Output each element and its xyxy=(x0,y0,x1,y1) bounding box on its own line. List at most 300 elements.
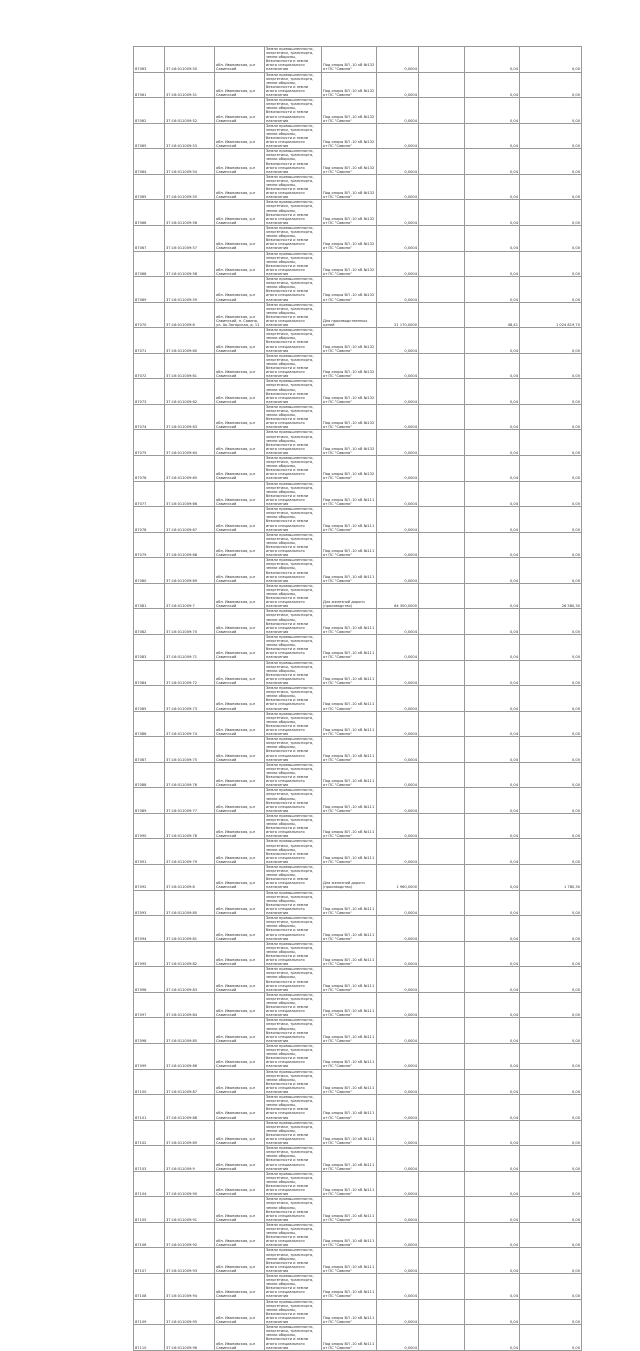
cadastral-value: 0,00 xyxy=(520,967,582,993)
row-number: 87110 xyxy=(134,1325,165,1351)
table-row xyxy=(134,1325,582,1351)
row-number: 87106 xyxy=(134,1222,165,1248)
cadastral-number: 37:16:011009:77 xyxy=(165,788,215,814)
table-row xyxy=(134,1299,582,1325)
permitted-use: Под опоры ВЛ -10 кВ №111 от ПС "Савино" xyxy=(322,609,377,635)
area-value: 0,0004 xyxy=(377,1120,419,1146)
empty-cell xyxy=(419,174,465,200)
rate-value: 48,41 xyxy=(465,302,520,328)
land-category: Земли промышленности, энергетики, транспорта, земли обороны, безопасности и земли иного специального назначения xyxy=(265,788,322,814)
land-category: Земли промышленности, энергетики, транспорта, земли обороны, безопасности и земли иного специального назначения xyxy=(265,328,322,354)
rate-value: 0,04 xyxy=(465,123,520,149)
row-number: 87080 xyxy=(134,558,165,584)
table-row xyxy=(134,634,582,660)
table-row xyxy=(134,123,582,149)
table-row xyxy=(134,890,582,916)
permitted-use: Под опоры ВЛ -10 кВ №111 от ПС "Савино" xyxy=(322,1120,377,1146)
cadastral-value: 0,00 xyxy=(520,1146,582,1172)
table-row xyxy=(134,456,582,482)
empty-cell xyxy=(419,1043,465,1069)
address: обл. Ивановская, р-н Савинский xyxy=(215,174,265,200)
table-row xyxy=(134,174,582,200)
area-value: 0,0004 xyxy=(377,1018,419,1044)
cadastral-value: 0,00 xyxy=(520,737,582,763)
table-row xyxy=(134,916,582,942)
empty-cell xyxy=(419,1146,465,1172)
cadastral-number: 37:16:011009:9 xyxy=(165,1146,215,1172)
address: обл. Ивановская, р-н Савинский xyxy=(215,788,265,814)
row-number: 87107 xyxy=(134,1248,165,1274)
land-category: Земли промышленности, энергетики, транспорта, земли обороны, безопасности и земли иного специального назначения xyxy=(265,737,322,763)
rate-value: 0,04 xyxy=(465,328,520,354)
permitted-use: Под опоры ВЛ -10 кВ №132 от ПС "Савино" xyxy=(322,149,377,175)
cadastral-value: 0,00 xyxy=(520,507,582,533)
table-row xyxy=(134,1069,582,1095)
land-category: Земли промышленности, энергетики, транспорта, земли обороны, безопасности и земли иного специального назначения xyxy=(265,1095,322,1121)
cadastral-value: 0,00 xyxy=(520,1299,582,1325)
cadastral-number: 37:16:011009:84 xyxy=(165,992,215,1018)
rate-value: 0,04 xyxy=(465,711,520,737)
address: обл. Ивановская, р-н Савинский xyxy=(215,916,265,942)
row-number: 87100 xyxy=(134,1069,165,1095)
row-number: 87094 xyxy=(134,916,165,942)
cadastral-number: 37:16:011009:52 xyxy=(165,98,215,124)
empty-cell xyxy=(419,481,465,507)
empty-cell xyxy=(419,328,465,354)
land-category: Земли промышленности, энергетики, транспорта, земли обороны, безопасности и земли иного специального назначения xyxy=(265,456,322,482)
permitted-use: Под опоры ВЛ -10 кВ №111 от ПС "Савино" xyxy=(322,532,377,558)
empty-cell xyxy=(419,1197,465,1223)
rate-value: 0,04 xyxy=(465,1095,520,1121)
cadastral-number: 37:16:011009:51 xyxy=(165,72,215,98)
land-category: Земли промышленности, энергетики, транспорта, земли обороны, безопасности и земли иного специального назначения xyxy=(265,813,322,839)
land-category: Земли промышленности, энергетики, транспорта, земли обороны, безопасности и земли иного специального назначения xyxy=(265,379,322,405)
rate-value: 0,04 xyxy=(465,1069,520,1095)
table-row xyxy=(134,1171,582,1197)
permitted-use: Под опоры ВЛ -10 кВ №132 от ПС "Савино" xyxy=(322,174,377,200)
area-value: 0,0004 xyxy=(377,1274,419,1300)
area-value: 0,0004 xyxy=(377,711,419,737)
table-row xyxy=(134,200,582,226)
area-value: 0,0004 xyxy=(377,1299,419,1325)
address: обл. Ивановская, р-н Савинский xyxy=(215,1171,265,1197)
rate-value: 0,04 xyxy=(465,1043,520,1069)
address: обл. Ивановская, р-н Савинский xyxy=(215,47,265,73)
table-row xyxy=(134,941,582,967)
rate-value: 0,04 xyxy=(465,558,520,584)
table-row xyxy=(134,1146,582,1172)
area-value: 0,0004 xyxy=(377,404,419,430)
land-category: Земли промышленности, энергетики, транспорта, земли обороны, безопасности и земли иного специального назначения xyxy=(265,174,322,200)
cadastral-number: 37:16:011009:88 xyxy=(165,1095,215,1121)
cadastral-number: 37:16:011009:53 xyxy=(165,123,215,149)
area-value: 0,0004 xyxy=(377,762,419,788)
area-value: 0,0004 xyxy=(377,481,419,507)
land-category: Земли промышленности, энергетики, транспорта, земли обороны, безопасности и земли иного специального назначения xyxy=(265,660,322,686)
land-category: Земли промышленности, энергетики, транспорта, земли обороны, безопасности и земли иного специального назначения xyxy=(265,430,322,456)
permitted-use: Под опоры ВЛ -10 кВ №132 от ПС "Савино" xyxy=(322,379,377,405)
permitted-use: Для производственных целей xyxy=(322,302,377,328)
area-value: 0,0004 xyxy=(377,1197,419,1223)
cadastral-number: 37:16:011009:61 xyxy=(165,353,215,379)
empty-cell xyxy=(419,1171,465,1197)
empty-cell xyxy=(419,1299,465,1325)
address: обл. Ивановская, р-н Савинский xyxy=(215,532,265,558)
cadastral-number: 37:16:011009:89 xyxy=(165,1120,215,1146)
table-row xyxy=(134,839,582,865)
land-category: Земли промышленности, энергетики, транспорта, земли обороны, безопасности и земли иного специального назначения xyxy=(265,1325,322,1351)
row-number: 87070 xyxy=(134,302,165,328)
area-value: 64 300,0000 xyxy=(377,583,419,609)
cadastral-number: 37:16:011009:80 xyxy=(165,890,215,916)
address: обл. Ивановская, р-н Савинский xyxy=(215,865,265,891)
row-number: 87068 xyxy=(134,251,165,277)
area-value: 0,0004 xyxy=(377,200,419,226)
cadastral-number: 37:16:011009:6 xyxy=(165,302,215,328)
permitted-use: Под опоры ВЛ -10 кВ №111 от ПС "Савино" xyxy=(322,660,377,686)
area-value: 0,0004 xyxy=(377,47,419,73)
cadastral-number: 37:16:011009:71 xyxy=(165,634,215,660)
table-row xyxy=(134,788,582,814)
row-number: 87079 xyxy=(134,532,165,558)
land-category: Земли промышленности, энергетики, транспорта, земли обороны, безопасности и земли иного специального назначения xyxy=(265,1248,322,1274)
table-row xyxy=(134,660,582,686)
address: обл. Ивановская, р-н Савинский xyxy=(215,98,265,124)
rate-value: 0,04 xyxy=(465,1146,520,1172)
cadastral-number: 37:16:011009:85 xyxy=(165,1018,215,1044)
area-value: 0,0004 xyxy=(377,839,419,865)
cadastral-number: 37:16:011009:87 xyxy=(165,1069,215,1095)
row-number: 87099 xyxy=(134,1043,165,1069)
table-row xyxy=(134,47,582,73)
permitted-use: Под опоры ВЛ -10 кВ №111 от ПС "Савино" xyxy=(322,890,377,916)
cadastral-number: 37:16:011009:57 xyxy=(165,225,215,251)
row-number: 87073 xyxy=(134,379,165,405)
cadastral-number: 37:16:011009:83 xyxy=(165,967,215,993)
cadastral-number: 37:16:011009:78 xyxy=(165,813,215,839)
empty-cell xyxy=(419,660,465,686)
area-value: 1 960,0000 xyxy=(377,865,419,891)
cadastral-number: 37:16:011009:54 xyxy=(165,149,215,175)
land-category: Земли промышленности, энергетики, транспорта, земли обороны, безопасности и земли иного специального назначения xyxy=(265,711,322,737)
empty-cell xyxy=(419,839,465,865)
area-value: 0,0004 xyxy=(377,660,419,686)
area-value: 0,0004 xyxy=(377,98,419,124)
land-category: Земли промышленности, энергетики, транспорта, земли обороны, безопасности и земли иного специального назначения xyxy=(265,583,322,609)
row-number: 87098 xyxy=(134,1018,165,1044)
permitted-use: Под опоры ВЛ -10 кВ №111 от ПС "Савино" xyxy=(322,1222,377,1248)
cadastral-value: 0,00 xyxy=(520,532,582,558)
area-value: 0,0004 xyxy=(377,813,419,839)
rate-value: 0,04 xyxy=(465,379,520,405)
cadastral-value: 0,00 xyxy=(520,609,582,635)
rate-value: 0,04 xyxy=(465,277,520,303)
cadastral-number: 37:16:011009:63 xyxy=(165,404,215,430)
cadastral-value: 0,00 xyxy=(520,174,582,200)
land-category: Земли промышленности, энергетики, транспорта, земли обороны, безопасности и земли иного специального назначения xyxy=(265,686,322,712)
area-value: 0,0004 xyxy=(377,123,419,149)
cadastral-number: 37:16:011009:58 xyxy=(165,251,215,277)
area-value: 0,0004 xyxy=(377,1146,419,1172)
rate-value: 0,04 xyxy=(465,1222,520,1248)
cadastral-number: 37:16:011009:96 xyxy=(165,1325,215,1351)
permitted-use: Под опоры ВЛ -10 кВ №111 от ПС "Савино" xyxy=(322,737,377,763)
cadastral-value: 0,00 xyxy=(520,404,582,430)
land-category: Земли промышленности, энергетики, транспорта, земли обороны, безопасности и земли иного специального назначения xyxy=(265,609,322,635)
land-category: Земли промышленности, энергетики, транспорта, земли обороны, безопасности и земли иного специального назначения xyxy=(265,634,322,660)
cadastral-value: 0,00 xyxy=(520,72,582,98)
address: обл. Ивановская, р-н Савинский xyxy=(215,839,265,865)
table-row xyxy=(134,813,582,839)
empty-cell xyxy=(419,711,465,737)
address: обл. Ивановская, р-н Савинский xyxy=(215,1299,265,1325)
cadastral-value: 0,00 xyxy=(520,47,582,73)
rate-value: 0,04 xyxy=(465,507,520,533)
land-category: Земли промышленности, энергетики, транспорта, земли обороны, безопасности и земли иного специального назначения xyxy=(265,1018,322,1044)
row-number: 87081 xyxy=(134,583,165,609)
table-row xyxy=(134,762,582,788)
empty-cell xyxy=(419,277,465,303)
area-value: 0,0004 xyxy=(377,225,419,251)
permitted-use: Под опоры ВЛ -10 кВ №132 от ПС "Савино" xyxy=(322,225,377,251)
rate-value: 0,04 xyxy=(465,1197,520,1223)
area-value: 0,0004 xyxy=(377,686,419,712)
land-category: Земли промышленности, энергетики, транспорта, земли обороны, безопасности и земли иного специального назначения xyxy=(265,1120,322,1146)
cadastral-value: 0,00 xyxy=(520,762,582,788)
empty-cell xyxy=(419,225,465,251)
area-value: 0,0004 xyxy=(377,507,419,533)
land-category: Земли промышленности, энергетики, транспорта, земли обороны, безопасности и земли иного специального назначения xyxy=(265,1146,322,1172)
row-number: 87063 xyxy=(134,47,165,73)
empty-cell xyxy=(419,1120,465,1146)
cadastral-number: 37:16:011009:76 xyxy=(165,762,215,788)
table-row xyxy=(134,865,582,891)
rate-value: 0,04 xyxy=(465,174,520,200)
empty-cell xyxy=(419,353,465,379)
empty-cell xyxy=(419,788,465,814)
table-row xyxy=(134,737,582,763)
cadastral-value: 0,00 xyxy=(520,941,582,967)
land-category: Земли промышленности, энергетики, транспорта, земли обороны, безопасности и земли иного специального назначения xyxy=(265,277,322,303)
land-category: Земли промышленности, энергетики, транспорта, земли обороны, безопасности и земли иного специального назначения xyxy=(265,1274,322,1300)
empty-cell xyxy=(419,941,465,967)
cadastral-number: 37:16:011009:82 xyxy=(165,941,215,967)
address: обл. Ивановская, р-н Савинский xyxy=(215,890,265,916)
permitted-use: Под опоры ВЛ -10 кВ №111 от ПС "Савино" xyxy=(322,711,377,737)
land-category: Земли промышленности, энергетики, транспорта, земли обороны, безопасности и земли иного специального назначения xyxy=(265,481,322,507)
area-value: 0,0004 xyxy=(377,1222,419,1248)
rate-value: 0,04 xyxy=(465,353,520,379)
permitted-use: Под опоры ВЛ -10 кВ №111 от ПС "Савино" xyxy=(322,507,377,533)
address: обл. Ивановская, р-н Савинский xyxy=(215,967,265,993)
row-number: 87067 xyxy=(134,225,165,251)
empty-cell xyxy=(419,890,465,916)
permitted-use: Под опоры ВЛ -10 кВ №111 от ПС "Савино" xyxy=(322,813,377,839)
cadastral-value: 0,00 xyxy=(520,558,582,584)
address: обл. Ивановская, р-н Савинский xyxy=(215,941,265,967)
table-row xyxy=(134,1274,582,1300)
cadastral-value: 0,00 xyxy=(520,277,582,303)
address: обл. Ивановская, р-н Савинский xyxy=(215,583,265,609)
permitted-use: Под опоры ВЛ -10 кВ №132 от ПС "Савино" xyxy=(322,47,377,73)
cadastral-value: 0,00 xyxy=(520,1274,582,1300)
empty-cell xyxy=(419,1325,465,1351)
rate-value: 0,04 xyxy=(465,404,520,430)
permitted-use: Для железной дороги (производство) xyxy=(322,583,377,609)
cadastral-value: 0,00 xyxy=(520,1095,582,1121)
area-value: 0,0004 xyxy=(377,1325,419,1351)
address: обл. Ивановская, р-н Савинский xyxy=(215,251,265,277)
cadastral-value: 0,00 xyxy=(520,1043,582,1069)
permitted-use: Для железной дороги (производство) xyxy=(322,865,377,891)
empty-cell xyxy=(419,1274,465,1300)
cadastral-value: 0,00 xyxy=(520,686,582,712)
rate-value: 0,04 xyxy=(465,788,520,814)
cadastral-number: 37:16:011009:55 xyxy=(165,174,215,200)
permitted-use: Под опоры ВЛ -10 кВ №132 от ПС "Савино" xyxy=(322,98,377,124)
address: обл. Ивановская, р-н Савинский xyxy=(215,353,265,379)
land-category: Земли промышленности, энергетики, транспорта, земли обороны, безопасности и земли иного специального назначения xyxy=(265,225,322,251)
row-number: 87066 xyxy=(134,200,165,226)
cadastral-value: 0,00 xyxy=(520,839,582,865)
row-number: 87062 xyxy=(134,98,165,124)
land-category: Земли промышленности, энергетики, транспорта, земли обороны, безопасности и земли иного специального назначения xyxy=(265,839,322,865)
address: обл. Ивановская, р-н Савинский xyxy=(215,762,265,788)
row-number: 87102 xyxy=(134,1120,165,1146)
permitted-use: Под опоры ВЛ -10 кВ №111 от ПС "Савино" xyxy=(322,1095,377,1121)
cadastral-number: 37:16:011009:79 xyxy=(165,839,215,865)
table-row xyxy=(134,1222,582,1248)
table-body xyxy=(134,47,582,1351)
rate-value: 0,04 xyxy=(465,762,520,788)
empty-cell xyxy=(419,430,465,456)
empty-cell xyxy=(419,558,465,584)
permitted-use: Под опоры ВЛ -10 кВ №111 от ПС "Савино" xyxy=(322,1197,377,1223)
land-category: Земли промышленности, энергетики, транспорта, земли обороны, безопасности и земли иного специального назначения xyxy=(265,762,322,788)
row-number: 87090 xyxy=(134,813,165,839)
empty-cell xyxy=(419,149,465,175)
permitted-use: Под опоры ВЛ -10 кВ №111 от ПС "Савино" xyxy=(322,1043,377,1069)
rate-value: 0,04 xyxy=(465,1274,520,1300)
cadastral-number: 37:16:011009:70 xyxy=(165,609,215,635)
permitted-use: Под опоры ВЛ -10 кВ №132 от ПС "Савино" xyxy=(322,404,377,430)
area-value: 0,0004 xyxy=(377,1043,419,1069)
area-value: 0,0004 xyxy=(377,174,419,200)
area-value: 0,0004 xyxy=(377,609,419,635)
area-value: 0,0004 xyxy=(377,992,419,1018)
cadastral-value: 0,00 xyxy=(520,992,582,1018)
area-value: 0,0004 xyxy=(377,916,419,942)
address: обл. Ивановская, р-н Савинский xyxy=(215,1043,265,1069)
table-row xyxy=(134,379,582,405)
rate-value: 0,04 xyxy=(465,1120,520,1146)
rate-value: 0,04 xyxy=(465,456,520,482)
cadastral-number: 37:16:011009:94 xyxy=(165,1274,215,1300)
address: обл. Ивановская, р-н Савинский, п. Савино, ул. Ак.Загорская, д. 11 xyxy=(215,302,265,328)
permitted-use: Под опоры ВЛ -10 кВ №111 от ПС "Савино" xyxy=(322,788,377,814)
land-category: Земли промышленности, энергетики, транспорта, земли обороны, безопасности и земли иного специального назначения xyxy=(265,47,322,73)
permitted-use: Под опоры ВЛ -10 кВ №111 от ПС "Савино" xyxy=(322,1299,377,1325)
empty-cell xyxy=(419,737,465,763)
row-number: 87072 xyxy=(134,353,165,379)
rate-value: 0,04 xyxy=(465,967,520,993)
permitted-use: Под опоры ВЛ -10 кВ №111 от ПС "Савино" xyxy=(322,762,377,788)
row-number: 87086 xyxy=(134,711,165,737)
rate-value: 0,04 xyxy=(465,200,520,226)
rate-value: 0,04 xyxy=(465,686,520,712)
rate-value: 0,04 xyxy=(465,149,520,175)
empty-cell xyxy=(419,686,465,712)
row-number: 87065 xyxy=(134,123,165,149)
row-number: 87097 xyxy=(134,992,165,1018)
row-number: 87103 xyxy=(134,1146,165,1172)
permitted-use: Под опоры ВЛ -10 кВ №111 от ПС "Савино" xyxy=(322,1274,377,1300)
address: обл. Ивановская, р-н Савинский xyxy=(215,1069,265,1095)
area-value: 0,0004 xyxy=(377,634,419,660)
permitted-use: Под опоры ВЛ -10 кВ №111 от ПС "Савино" xyxy=(322,481,377,507)
cadastral-number: 37:16:011009:64 xyxy=(165,430,215,456)
row-number: 87077 xyxy=(134,481,165,507)
permitted-use: Под опоры ВЛ -10 кВ №132 от ПС "Савино" xyxy=(322,251,377,277)
area-value: 0,0004 xyxy=(377,328,419,354)
address: обл. Ивановская, р-н Савинский xyxy=(215,149,265,175)
cadastral-value: 0,00 xyxy=(520,813,582,839)
permitted-use: Под опоры ВЛ -10 кВ №111 от ПС "Савино" xyxy=(322,916,377,942)
permitted-use: Под опоры ВЛ -10 кВ №111 от ПС "Савино" xyxy=(322,992,377,1018)
empty-cell xyxy=(419,302,465,328)
row-number: 87065 xyxy=(134,174,165,200)
row-number: 87085 xyxy=(134,686,165,712)
land-category: Земли промышленности, энергетики, транспорта, земли обороны, безопасности и земли иного специального назначения xyxy=(265,1299,322,1325)
area-value: 0,0004 xyxy=(377,1095,419,1121)
row-number: 87071 xyxy=(134,328,165,354)
row-number: 87083 xyxy=(134,634,165,660)
cadastral-number: 37:16:011009:56 xyxy=(165,200,215,226)
rate-value: 0,04 xyxy=(465,890,520,916)
cadastral-value: 1 780,30 xyxy=(520,865,582,891)
cadastral-number: 37:16:011009:8 xyxy=(165,865,215,891)
empty-cell xyxy=(419,1095,465,1121)
area-value: 0,0004 xyxy=(377,277,419,303)
table-row xyxy=(134,353,582,379)
permitted-use: Под опоры ВЛ -10 кВ №111 от ПС "Савино" xyxy=(322,1248,377,1274)
area-value: 0,0004 xyxy=(377,72,419,98)
row-number: 87088 xyxy=(134,762,165,788)
cadastral-number: 37:16:011009:73 xyxy=(165,686,215,712)
cadastral-value: 0,00 xyxy=(520,1248,582,1274)
table-row xyxy=(134,98,582,124)
cadastral-value: 0,00 xyxy=(520,660,582,686)
cadastral-number: 37:16:011009:65 xyxy=(165,456,215,482)
row-number: 87108 xyxy=(134,1274,165,1300)
address: обл. Ивановская, р-н Савинский xyxy=(215,558,265,584)
empty-cell xyxy=(419,865,465,891)
address: обл. Ивановская, р-н Савинский xyxy=(215,660,265,686)
address: обл. Ивановская, р-н Савинский xyxy=(215,737,265,763)
cadastral-value: 0,00 xyxy=(520,430,582,456)
rate-value: 0,04 xyxy=(465,1018,520,1044)
cadastral-value: 0,00 xyxy=(520,149,582,175)
address: обл. Ивановская, р-н Савинский xyxy=(215,1120,265,1146)
table-row xyxy=(134,609,582,635)
row-number: 87091 xyxy=(134,839,165,865)
empty-cell xyxy=(419,200,465,226)
cadastral-number: 37:16:011009:69 xyxy=(165,558,215,584)
area-value: 0,0004 xyxy=(377,532,419,558)
address: обл. Ивановская, р-н Савинский xyxy=(215,123,265,149)
cadastral-number: 37:16:011009:59 xyxy=(165,277,215,303)
cadastral-number: 37:16:011009:90 xyxy=(165,1171,215,1197)
